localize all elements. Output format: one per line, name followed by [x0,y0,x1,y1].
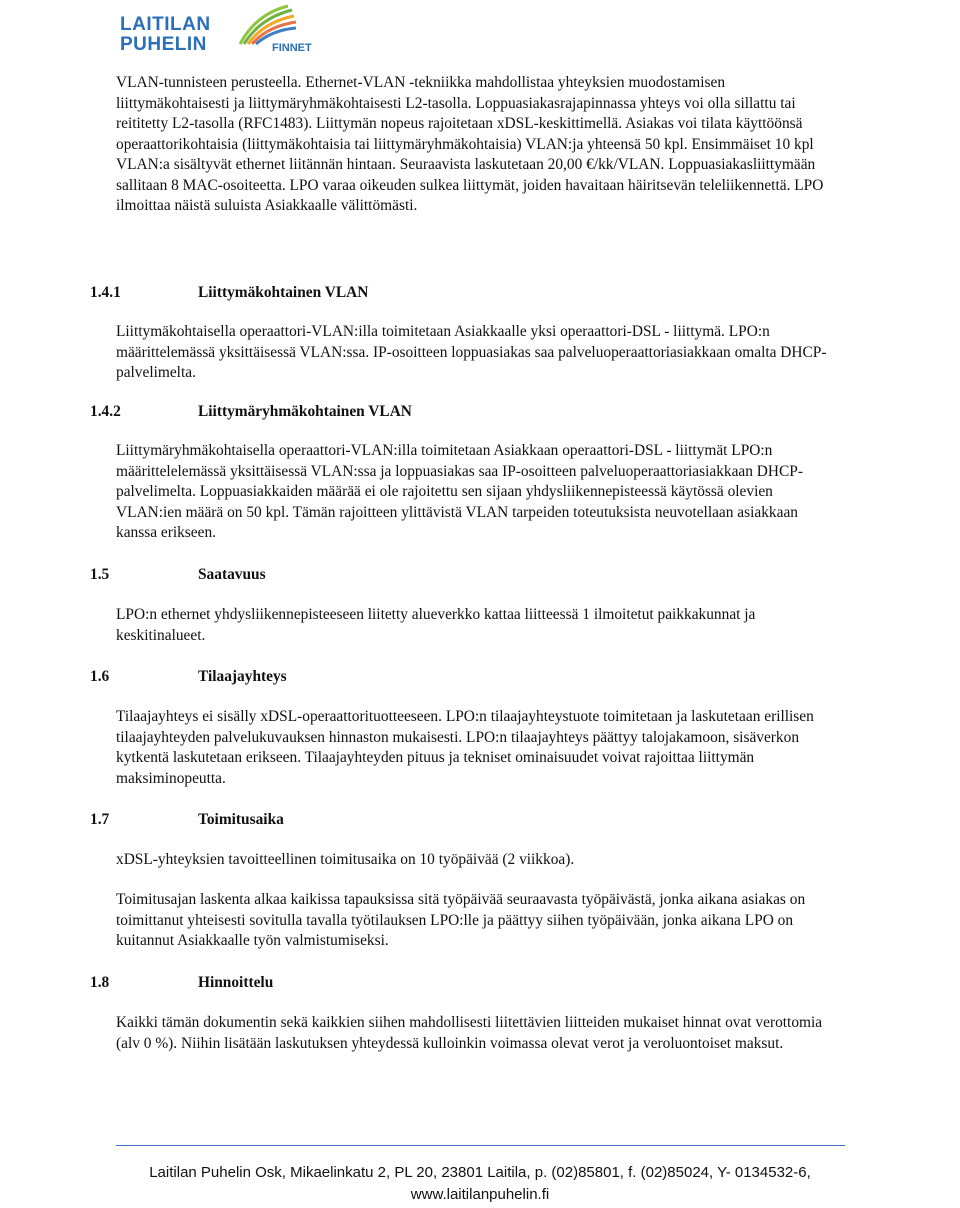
heading-1-4-1 [90,284,368,302]
paragraph-1-4-1: Liittymäkohtaisella operaattori-VLAN:illa toimitetaan Asiakkaalle yksi operaattori-DSL - liittymä. LPO:n määrittelemässä yksittäisessä VLAN:ssa. IP-osoitteen loppuasiakas saa palveluoperaattoriasiakkaan omalta DHCP-palvelimelta. [116,323,827,381]
heading-number: 1.8 [90,974,110,991]
heading-title: Hinnoittelu [198,974,274,991]
paragraph-1-8: Kaikki tämän dokumentin sekä kaikkien siihen mahdollisesti liitettävien liitteiden mukaiset hinnat ovat verottomia (alv 0 %). Niihin lisätään laskutuksen yhteydessä kulloinkin voimassa olevat verot ja veroluontoiset maksut. [116,1014,823,1052]
heading-1-6 [90,668,287,686]
heading-number: 1.7 [90,811,110,828]
heading-title: Liittymäryhmäkohtainen VLAN [198,403,412,420]
logo-finnet-text: FINNET [272,42,312,54]
heading-1-4-2 [90,403,412,421]
paragraph-1-5: LPO:n ethernet yhdysliikennepisteeseen liitetty alueverkko kattaa liitteessä 1 ilmoitetut paikkakunnat ja keskitinalueet. [116,606,756,644]
heading-number: 1.4.1 [90,284,121,301]
footer-divider [116,1145,845,1146]
paragraph-1-7-a: xDSL-yhteyksien tavoitteellinen toimitusaika on 10 työpäivää (2 viikkoa). [116,851,575,868]
heading-number: 1.4.2 [90,403,121,420]
heading-title: Liittymäkohtainen VLAN [198,284,369,301]
heading-title: Tilaajayhteys [198,668,287,685]
paragraph-1-7-b: Toimitusajan laskenta alkaa kaikissa tapauksissa sitä työpäivää seuraavasta työpäivästä, jonka aikana asiakas on toimittanut yhteisesti sovitulla tavalla työtilauksen LPO:lle ja päättyy siihen työpäivään, jonka aikana LPO on kuitannut Asiakkaalle työn valmistumiseksi. [116,891,806,949]
heading-title: Toimitusaika [198,811,284,828]
heading-title: Saatavuus [198,566,266,583]
company-logo [116,4,326,64]
paragraph-1-6: Tilaajayhteys ei sisälly xDSL-operaattorituotteeseen. LPO:n tilaajayhteystuote toimitetaan ja laskutetaan erillisen tilaajayhteyden palvelukuvauksen hinnaston mukaisesti. LPO:n tilaajayhteys päättyy talojakamoon, sisäverkon kytkentä laskutetaan erikseen. Tilaajayhteyden pituus ja tekniset ominaisuudet voivat rajoittaa liittymän maksiminopeutta. [116,708,814,787]
footer-website-link[interactable]: www.laitilanpuhelin.fi [410,1186,550,1203]
paragraph-1-4-2: Liittymäryhmäkohtaisella operaattori-VLAN:illa toimitetaan Asiakkaan operaattori-DSL - liittymät LPO:n määrittelelemässä yksittäisessä VLAN:ssa ja loppuasiakas saa IP-osoitteen palveluoperaattoriasiakkaan DHCP-palvelimelta. Loppuasiakkaiden määrää ei ole rajoitettu sen sijaan yhdysliikennepisteessä käytössä olevien VLAN:ien määrä on 50 kpl. Tämän rajoitteen ylittävistä VLAN tarpeiden toteutuksista neuvotellaan asiakkaan kanssa erikseen. [116,442,803,541]
logo-text-line1: LAITILAN [120,14,211,35]
heading-number: 1.5 [90,566,110,583]
heading-1-7 [90,811,284,829]
heading-1-8 [90,974,273,992]
footer-address: Laitilan Puhelin Osk, Mikaelinkatu 2, PL 20, 23801 Laitila, p. (02)85801, f. (02)85024, Y- 0134532-6, [149,1164,811,1181]
intro-paragraph: VLAN-tunnisteen perusteella. Ethernet-VLAN -tekniikka mahdollistaa yhteyksien muodostamisen liittymäkohtaisesti ja liittymäryhmäkohtaisesti L2-tasolla. Loppuasiakasrajapinnassa yhteys voi olla sillattu tai reititetty L2-tasolla (RFC1483). Liittymän nopeus rajoitetaan xDSL-keskittimellä. Asiakas voi tilata käyttöönsä operaattorikohtaisia (liittymäkohtaisia tai liittymäryhmäkohtaisia) VLAN:ja yhteensä 50 kpl. Ensimmäiset 10 kpl VLAN:a sisältyvät ethernet liitännän hintaan. Seuraavista laskutetaan 20,00 €/kk/VLAN. Loppuasiakasliittymään sallitaan 8 MAC-osoiteetta. LPO varaa oikeuden sulkea liittymät, joiden havaitaan häiritsevän teleliikennettä. LPO ilmoittaa näistä suluista Asiakkaalle välittömästi. [116,74,824,214]
heading-1-5 [90,566,266,584]
heading-number: 1.6 [90,668,110,685]
logo-text-line2: PUHELIN [120,34,207,55]
